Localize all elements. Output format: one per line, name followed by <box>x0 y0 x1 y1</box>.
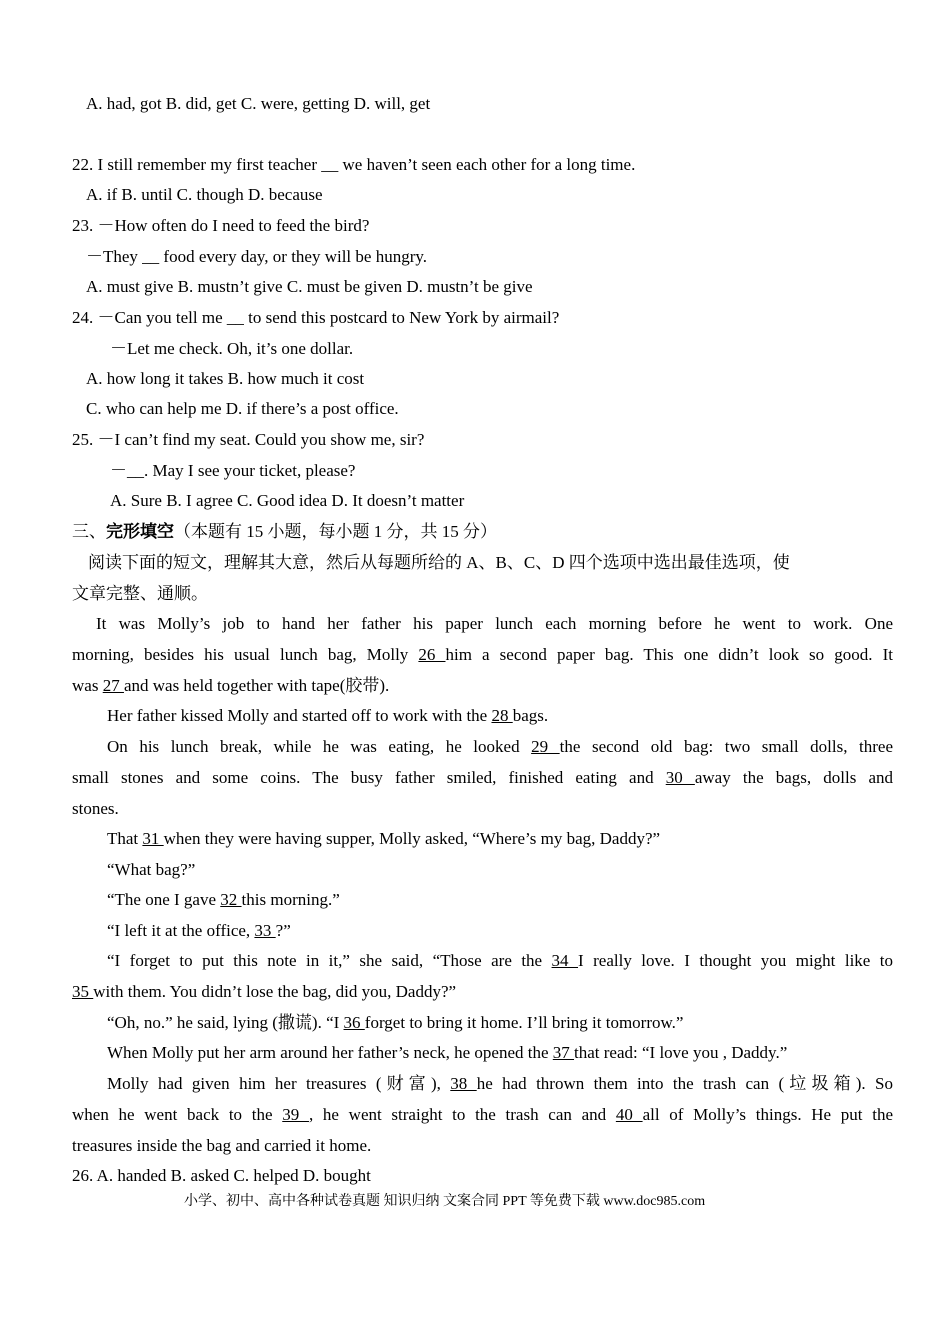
passage-line: “What bag?” <box>107 860 196 879</box>
passage-line: Her father kissed Molly and started off to work with the 28 bags. <box>107 706 549 725</box>
passage-line: small stones and some coins. The busy father smiled, finished eating and 30 away the bags, dolls and <box>72 768 894 787</box>
blank-28: 28 <box>491 706 513 725</box>
blank-26: 26 <box>418 645 446 664</box>
q24-options-2: C. who can help me D. if there’s a post office. <box>86 399 399 418</box>
blank-40: 40 <box>615 1105 643 1124</box>
passage-line: “I left it at the office, 33 ?” <box>107 921 291 940</box>
q25-options: A. Sure B. I agree C. Good idea D. It doesn’t matter <box>110 491 465 510</box>
passage-line: treasures inside the bag and carried it home. <box>72 1136 372 1155</box>
blank-38: 38 <box>450 1074 477 1093</box>
passage-line: morning, besides his usual lunch bag, Molly 26 him a second paper bag. This one didn’t look so good. It <box>72 645 893 664</box>
blank-37: 37 <box>552 1043 575 1062</box>
passage-line: Molly had given him her treasures (财富), 38 he had thrown them into the trash can (垃圾箱). So <box>107 1074 894 1093</box>
section-note: （本题有 15 小题，每小题 1 分，共 15 分） <box>174 522 497 541</box>
q23-stem: 23. －How often do I need to feed the bird? <box>72 216 370 235</box>
section-instruction-2: 文章完整、通顺。 <box>72 584 208 603</box>
q24-reply: －Let me check. Oh, it’s one dollar. <box>110 339 354 358</box>
passage-line: When Molly put her arm around her father’s neck, he opened the 37 that read: “I love you , Daddy.” <box>107 1043 788 1062</box>
passage-line: was 27 and was held together with tape(胶带). <box>72 676 390 695</box>
q26-options: 26. A. handed B. asked C. helped D. bought <box>72 1166 371 1185</box>
section-instruction-1: 阅读下面的短文，理解其大意，然后从每题所给的 A、B、C、D 四个选项中选出最佳选项，使 <box>88 553 790 572</box>
passage-line: “Oh, no.” he said, lying (撒谎). “I 36 forget to bring it home. I’ll bring it tomorrow.” <box>107 1013 684 1032</box>
passage-line: “I forget to put this note in it,” she said, “Those are the 34 I really love. I thought you might like to <box>107 951 894 970</box>
passage-line: 35 with them. You didn’t lose the bag, did you, Daddy?” <box>72 982 457 1001</box>
blank-29: 29 <box>531 737 560 756</box>
passage-line: “The one I gave 32 this morning.” <box>107 890 340 909</box>
q22-options: A. if B. until C. though D. because <box>86 185 323 204</box>
q22-stem: 22. I still remember my first teacher __ we haven’t seen each other for a long time. <box>72 155 636 174</box>
q23-reply: －They __ food every day, or they will be hungry. <box>86 247 428 266</box>
blank-31: 31 <box>142 829 164 848</box>
passage-line: stones. <box>72 799 119 818</box>
q23-options: A. must give B. mustn’t give C. must be given D. mustn’t be give <box>86 277 533 296</box>
blank-36: 36 <box>343 1013 365 1032</box>
blank-35: 35 <box>72 982 94 1001</box>
q21-options: A. had, got B. did, get C. were, getting D. will, get <box>86 94 431 113</box>
blank-39: 39 <box>282 1105 309 1124</box>
blank-33: 33 <box>254 921 276 940</box>
section-heading <box>72 521 497 543</box>
passage-line: On his lunch break, while he was eating, he looked 29 the second old bag: two small dolls, three <box>107 737 893 756</box>
passage-line: when he went back to the 39 , he went straight to the trash can and 40 all of Molly’s things. He put the <box>72 1105 894 1124</box>
blank-34: 34 <box>551 951 579 970</box>
blank-32: 32 <box>220 890 242 909</box>
blank-27: 27 <box>102 676 124 695</box>
q25-stem: 25. －I can’t find my seat. Could you show me, sir? <box>72 430 425 449</box>
q24-options-1: A. how long it takes B. how much it cost <box>86 369 365 388</box>
q25-reply: －__. May I see your ticket, please? <box>110 461 356 480</box>
passage-line: It was Molly’s job to hand her father his paper lunch each morning before he went to work. One <box>96 614 893 633</box>
section-title: 完形填空 <box>106 522 174 541</box>
section-number: 三、 <box>72 522 106 541</box>
q24-stem: 24. －Can you tell me __ to send this postcard to New York by airmail? <box>72 308 560 327</box>
passage-line: That 31 when they were having supper, Molly asked, “Where’s my bag, Daddy?” <box>107 829 661 848</box>
blank-30: 30 <box>665 768 695 787</box>
page-footer: 小学、初中、高中各种试卷真题 知识归纳 文案合同 PPT 等免费下载 www.doc985.com <box>184 1194 706 1209</box>
